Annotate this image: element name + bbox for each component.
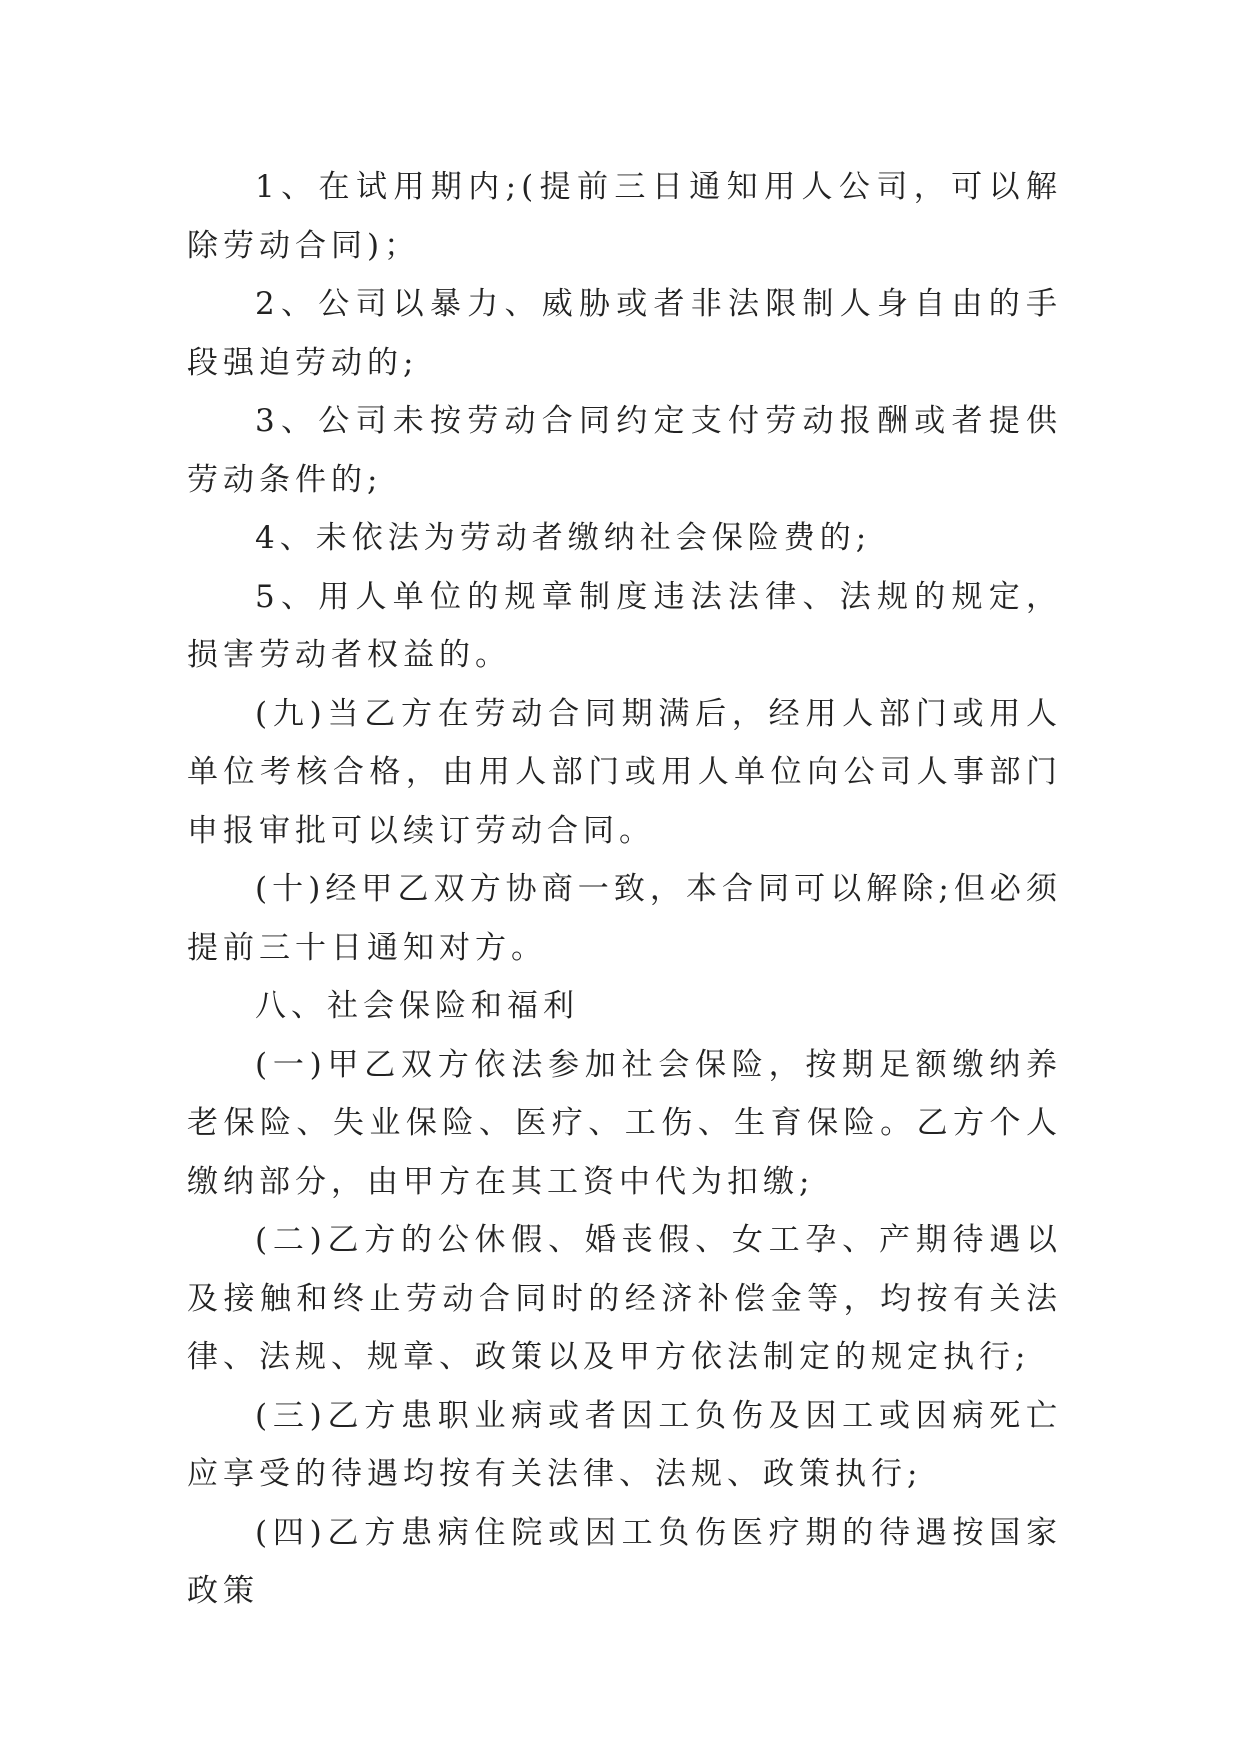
paragraph-leave-benefits: (二)乙方的公休假、婚丧假、女工孕、产期待遇以及接触和终止劳动合同时的经济补偿金等，均按有关法律、法规、规章、政策以及甲方依法制定的规定执行; <box>187 1222 1062 1375</box>
paragraph-medical-period: (四)乙方患病住院或因工负伤医疗期的待遇按国家政策 <box>187 1514 1062 1609</box>
paragraph-illegal-rules: 5、用人单位的规章制度违法法律、法规的规定，损害劳动者权益的。 <box>187 578 1062 673</box>
paragraph-probation-termination: 1、在试用期内;(提前三日通知用人公司，可以解除劳动合同)； <box>187 169 1062 264</box>
paragraph-occupational-injury: (三)乙方患职业病或者因工负伤及因工或因病死亡应享受的待遇均按有关法律、法规、政策执行; <box>187 1397 1062 1492</box>
paragraph-insurance-contribution: (一)甲乙双方依法参加社会保险，按期足额缴纳养老保险、失业保险、医疗、工伤、生育保险。乙方个人缴纳部分，由甲方在其工资中代为扣缴; <box>187 1046 1062 1200</box>
section-heading-social-insurance: 八、社会保险和福利 <box>255 988 579 1024</box>
paragraph-social-insurance-unpaid: 4、未依法为劳动者缴纳社会保险费的; <box>255 520 872 556</box>
document-body <box>187 158 1062 1621</box>
paragraph-unpaid-remuneration: 3、公司未按劳动合同约定支付劳动报酬或者提供劳动条件的; <box>187 403 1062 498</box>
paragraph-mutual-termination: (十)经甲乙双方协商一致，本合同可以解除;但必须提前三十日通知对方。 <box>187 871 1062 966</box>
paragraph-forced-labor: 2、公司以暴力、威胁或者非法限制人身自由的手段强迫劳动的; <box>187 286 1062 381</box>
paragraph-contract-renewal: (九)当乙方在劳动合同期满后，经用人部门或用人单位考核合格，由用人部门或用人单位向公司人事部门申报审批可以续订劳动合同。 <box>187 695 1062 849</box>
